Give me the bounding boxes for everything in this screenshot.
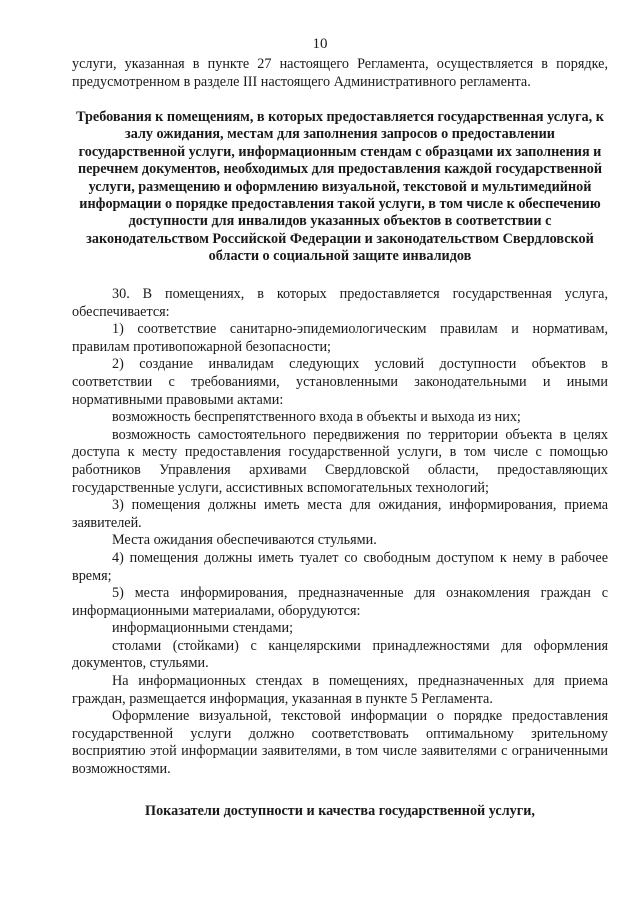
paragraph-30: 30. В помещениях, в которых предоставляется государственная услуга, обеспечивается: [72, 286, 608, 320]
paragraph-item-5: 5) места информирования, предназначенные для ознакомления граждан с информационными материалами, оборудуются: [72, 585, 608, 619]
paragraph-movement: возможность самостоятельного передвижения по территории объекта в целях доступа к месту предоставления государственной услуги, в том числе с помощью работников Управления архивами Свердловской области, предоставляющих государственные услуги, ассистивных вспомогательных технологий; [72, 426, 608, 496]
paragraph-item-3: 3) помещения должны иметь места для ожидания, информирования, приема заявителей. [72, 497, 608, 531]
section-heading-requirements: Требования к помещениям, в которых предоставляется государственная услуга, к залу ожидания, местам для заполнения запросов о предоставлении государственной услуги, информационным стендам с образцами их заполнения и перечнем документов, необходимых для предоставления каждой государственной услуги, размещению и оформлению визуальной, текстовой и мультимедийной информации о порядке предоставления такой услуги, в том числе к обеспечению доступности для инвалидов указанных объектов в соответствии с законодательством Российской Федерации и законодательством Свердловской области о социальной защите инвалидов [76, 109, 604, 265]
paragraph-item-2: 2) создание инвалидам следующих условий доступности объектов в соответствии с требованиями, установленными законодательными и иными нормативными правовыми актами: [72, 356, 608, 408]
body-block [72, 286, 608, 779]
paragraph-item-1: 1) соответствие санитарно-эпидемиологическим правилам и нормативам, правилам противопожарной безопасности; [72, 321, 608, 355]
paragraph-item-4: 4) помещения должны иметь туалет со свободным доступом к нему в рабочее время; [72, 549, 608, 584]
paragraph-stands: информационными стендами; [112, 620, 294, 637]
page-number: 10 [312, 36, 328, 52]
paragraph-tables: столами (стойками) с канцелярскими принадлежностями для оформления документов, стульями. [72, 637, 608, 672]
section-heading-indicators: Показатели доступности и качества государственной услуги, [145, 803, 535, 819]
paragraph-visual-info: Оформление визуальной, текстовой информации о порядке предоставления государственной услуги должно соответствовать оптимальному зрительному восприятию этой информации заявителями, в том числе заявителями с ограниченными возможностями. [72, 708, 608, 778]
paragraph-waiting-chairs: Места ожидания обеспечиваются стульями. [112, 532, 377, 549]
paragraph-entrance: возможность беспрепятственного входа в объекты и выхода из них; [112, 409, 521, 426]
paragraph-stand-info: На информационных стендах в помещениях, предназначенных для приема граждан, размещается информация, указанная в пункте 5 Регламента. [72, 673, 608, 707]
intro-paragraph: услуги, указанная в пункте 27 настоящего Регламента, осуществляется в порядке, предусмотренном в разделе III настоящего Административного регламента. [72, 56, 608, 90]
intro-block [72, 56, 608, 91]
